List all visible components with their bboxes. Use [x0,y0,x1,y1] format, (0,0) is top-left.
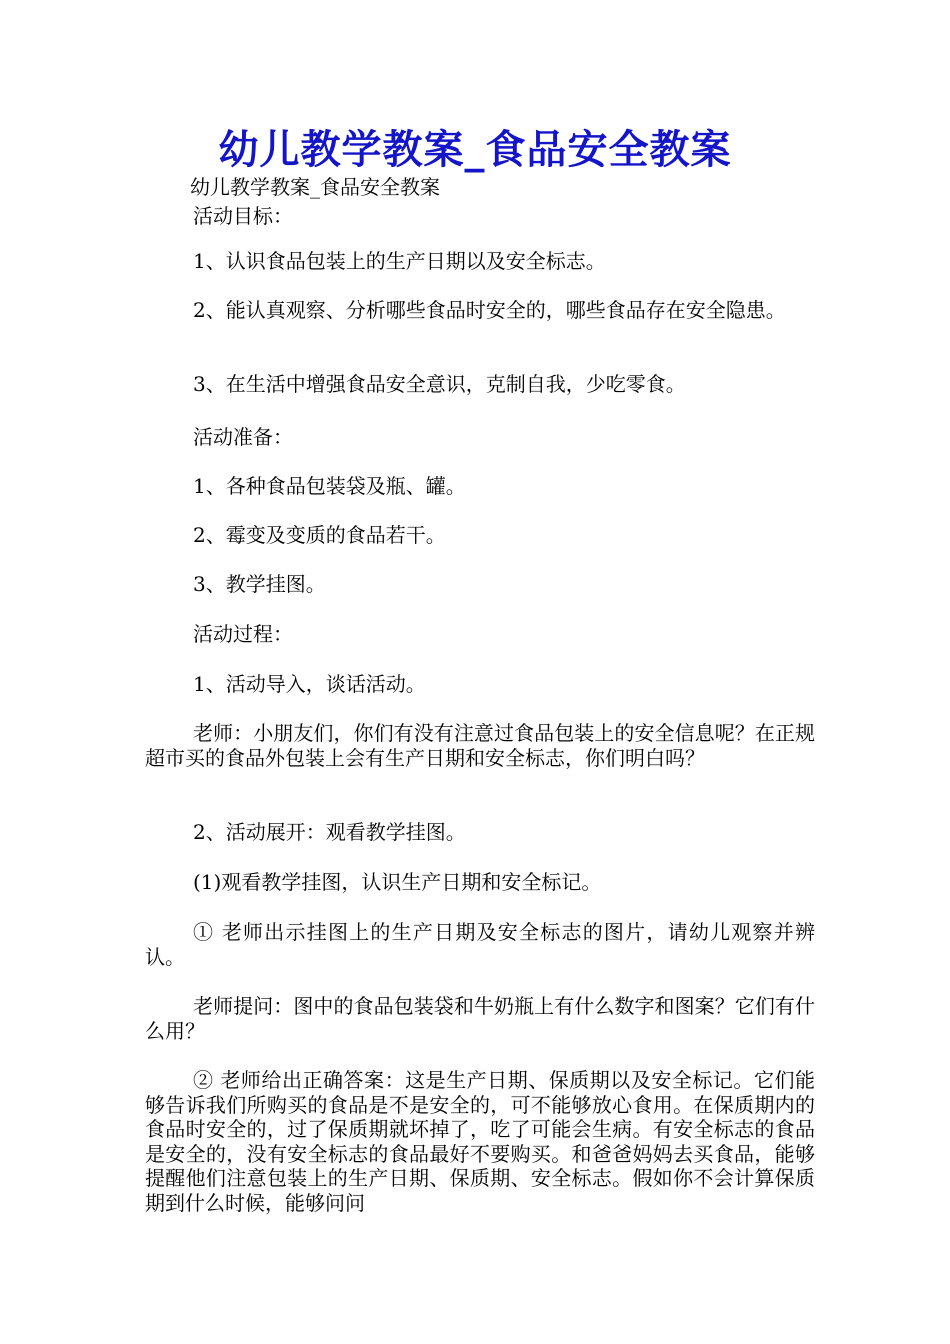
paragraph-prep-2: 2、霉变及变质的食品若干。 [193,523,446,547]
paragraph-step-1-b: ② 老师给出正确答案：这是生产日期、保质期以及安全标记。它们能够告诉我们所购买的食品是不是安全的，可不能够放心食用。在保质期内的食品时安全的，过了保质期就坏掉了，吃了可能会生病。有安全标志的食品是安全的，没有安全标志的食品最好不要购买。和爸爸妈妈去买食品，能够提醒他们注意包装上的生产日期、保质期、安全标志。假如你不会计算保质期到什么时候，能够问问 [145,1068,815,1215]
document-subtitle: 幼儿教学教案_食品安全教案 [190,175,440,199]
paragraph-goal-2: 2、能认真观察、分析哪些食品时安全的，哪些食品存在安全隐患。 [193,298,786,322]
paragraph-prep-heading: 活动准备： [193,425,293,449]
paragraph-process-2: 2、活动展开：观看教学挂图。 [193,820,466,844]
paragraph-process-heading: 活动过程： [193,622,293,646]
paragraph-prep-3: 3、教学挂图。 [193,572,326,596]
paragraph-step-1: (1)观看教学挂图，认识生产日期和安全标记。 [193,870,602,894]
paragraph-process-1: 1、活动导入，谈话活动。 [193,672,426,696]
paragraph-step-1-a: ① 老师出示挂图上的生产日期及安全标志的图片，请幼儿观察并辨认。 [145,920,815,969]
paragraph-goal-1: 1、认识食品包装上的生产日期以及安全标志。 [193,249,606,273]
paragraph-goals-heading: 活动目标： [193,204,293,228]
paragraph-teacher-intro: 老师：小朋友们，你们有没有注意过食品包装上的安全信息呢？在正规超市买的食品外包装上会有生产日期和安全标志，你们明白吗？ [145,721,815,770]
paragraph-teacher-question: 老师提问：图中的食品包装袋和牛奶瓶上有什么数字和图案？它们有什么用？ [145,994,815,1043]
paragraph-goal-3: 3、在生活中增强食品安全意识，克制自我，少吃零食。 [193,372,686,396]
document-title: 幼儿教学教案_食品安全教案 [218,127,732,173]
paragraph-prep-1: 1、各种食品包装袋及瓶、罐。 [193,474,466,498]
